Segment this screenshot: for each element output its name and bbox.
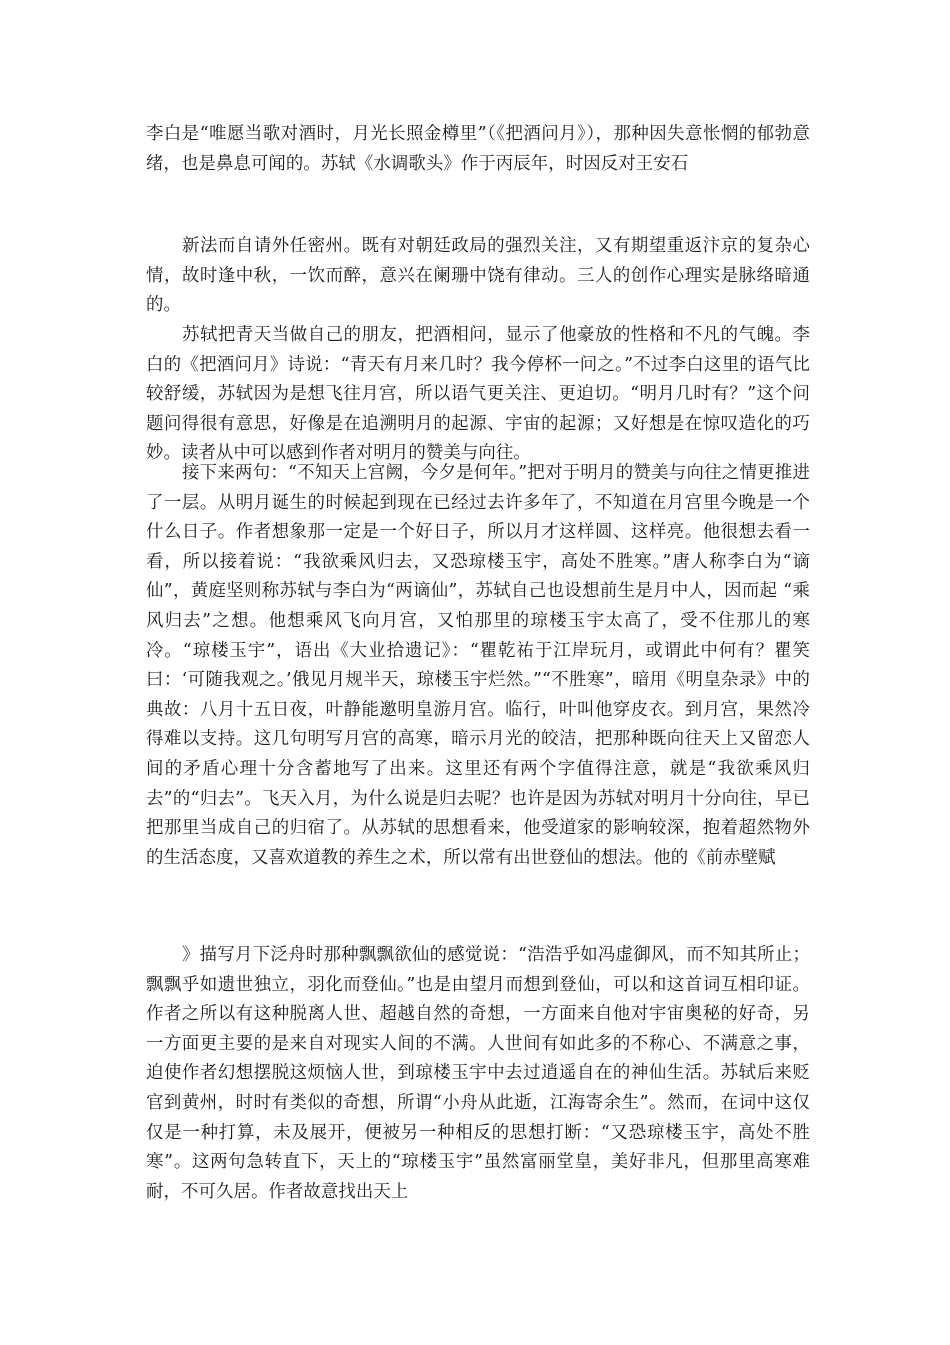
paragraph-1: 李白是“唯愿当歌对酒时，月光长照金樽里”（《把酒问月》），那种因失意怅惘的郁勃意绪，也是鼻息可闻的。苏轼《水调歌头》作于丙辰年，时因反对王安石: [146, 124, 810, 174]
paragraph-3: 苏轼把青天当做自己的朋友，把酒相问，显示了他豪放的性格和不凡的气魄。李白的《把酒问月》诗说：“青天有月来几时？我今停杯一问之。”不过李白这里的语气比较舒缓，苏轼因为是想飞往月宫，所以语气更关注、更迫切。“明月几时有？”这个问题问得很有意思，好像是在追溯明月的起源、宇宙的起源；又好想是在惊叹造化的巧妙。读者从中可以感到作者对明月的赞美与向往。: [146, 325, 810, 464]
paragraph-5: 》描写月下泛舟时那种飘飘欲仙的感觉说：“浩浩乎如冯虚御风，而不知其所止；飘飘乎如遗世独立，羽化而登仙。”也是由望月而想到登仙，可以和这首词互相印证。作者之所以有这种脱离人世、超越自然的奇想，一方面来自他对宇宙奥秘的好奇，另一方面更主要的是来自对现实人间的不满。人世间有如此多的不称心、不满意之事，迫使作者幻想摆脱这烦恼人世，到琼楼玉宇中去过逍遥自在的神仙生活。苏轼后来贬官到黄州，时时有类似的奇想，所谓“小舟从此逝，江海寄余生”。然而，在词中这仅仅是一种打算，未及展开，便被另一种相反的思想打断：“又恐琼楼玉宇，高处不胜寒”。这两句急转直下，天上的“琼楼玉宇”虽然富丽堂皇，美好非凡，但那里高寒难耐，不可久居。作者故意找出天上: [146, 945, 810, 1202]
paragraph-4: 接下来两句：“不知天上宫阙，今夕是何年。”把对于明月的赞美与向往之情更推进了一层。从明月诞生的时候起到现在已经过去许多年了，不知道在月宫里今晚是一个什么日子。作者想象那一定是一个好日子，所以月才这样圆、这样亮。他很想去看一看，所以接着说：“我欲乘风归去，又恐琼楼玉宇，高处不胜寒。”唐人称李白为“谪仙”，黄庭坚则称苏轼与李白为“两谪仙”，苏轼自己也设想前生是月中人，因而起 “乘风归去”之想。他想乘风飞向月宫，又怕那里的琼楼玉宇太高了，受不住那儿的寒冷。“琼楼玉宇”，语出《大业拾遗记》：“瞿乾祐于江岸玩月，或谓此中何有？瞿笑曰：‘可随我观之。’俄见月规半天，琼楼玉宇烂然。”“不胜寒”，暗用《明皇杂录》中的典故：八月十五日夜，叶静能邀明皇游月宫。临行，叶叫他穿皮衣。到月宫，果然冷得难以支持。这几句明写月宫的高寒，暗示月光的皎洁，把那种既向往天上又留恋人间的矛盾心理十分含蓄地写了出来。这里还有两个字值得注意，就是“我欲乘风归去”的“归去”。飞天入月，为什么说是归去呢？也许是因为苏轼对明月十分向往，早已把那里当成自己的归宿了。从苏轼的思想看来，他受道家的影响较深，抱着超然物外的生活态度，又喜欢道教的养生之术，所以常有出世登仙的想法。他的《前赤壁赋: [146, 463, 810, 868]
paragraph-2: 新法而自请外任密州。既有对朝廷政局的强烈关注，又有期望重返汴京的复杂心情，故时逢中秋，一饮而醉，意兴在阑珊中饶有律动。三人的创作心理实是脉络暗通的。: [146, 236, 810, 316]
